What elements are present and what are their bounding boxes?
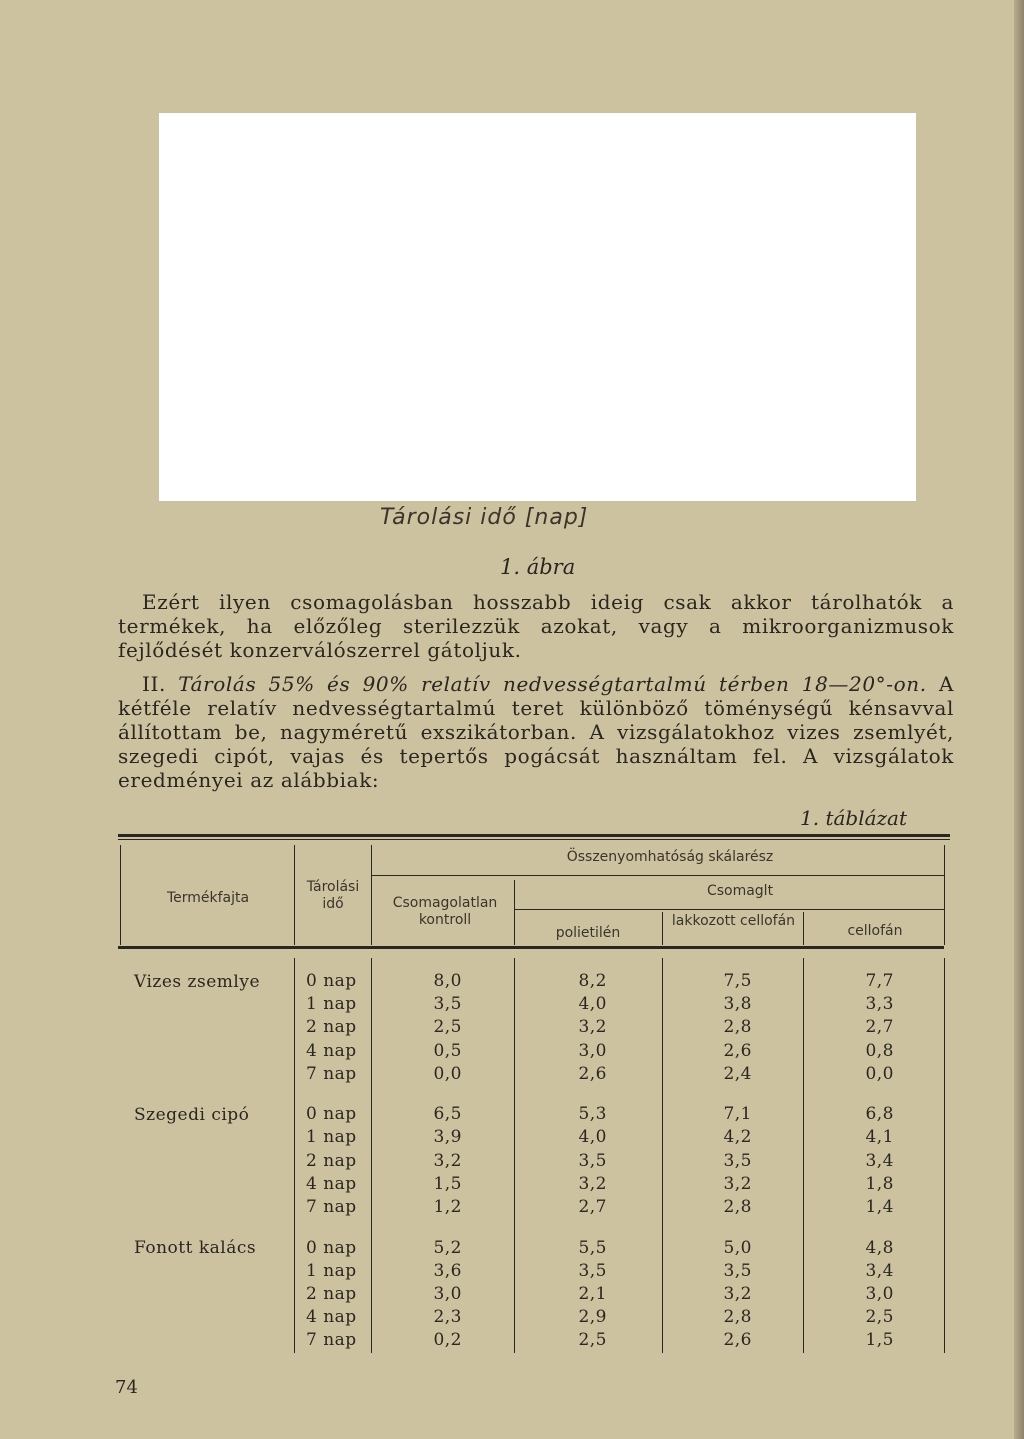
cell-unpacked: 5,2 (433, 1238, 462, 1258)
cell-lacquered: 3,2 (723, 1174, 752, 1194)
cell-cellophane: 0,8 (865, 1041, 894, 1061)
cell-unpacked: 3,5 (433, 994, 462, 1014)
cell-polyethylene: 4,0 (578, 994, 607, 1014)
body-divider (662, 958, 663, 1353)
header-polyethylene: polietilén (555, 925, 621, 941)
product-name: Fonott kalács (134, 1238, 257, 1258)
cell-time: 0 nap (306, 971, 357, 991)
cell-polyethylene: 3,5 (578, 1261, 607, 1281)
cell-polyethylene: 5,5 (578, 1238, 607, 1258)
cell-lacquered: 7,5 (723, 971, 752, 991)
header-unpacked-control: Csomagolatlan kontroll (392, 895, 498, 928)
header-lacquered-cellophane: lakkozott cellofán (671, 913, 796, 929)
header-divider (371, 845, 372, 945)
body-divider (803, 958, 804, 1353)
header-rule (371, 875, 944, 876)
cell-unpacked: 3,2 (433, 1151, 462, 1171)
cell-time: 4 nap (306, 1041, 357, 1061)
page-edge-shadow (1014, 0, 1024, 1439)
cell-time: 1 nap (306, 1127, 357, 1147)
body-divider (294, 958, 295, 1353)
cell-cellophane: 1,4 (865, 1197, 894, 1217)
cell-polyethylene: 5,3 (578, 1104, 607, 1124)
header-cellophane: cellofán (847, 923, 903, 939)
header-divider (294, 845, 295, 945)
cell-time: 2 nap (306, 1284, 357, 1304)
cell-lacquered: 2,8 (723, 1017, 752, 1037)
header-compressibility: Összenyomhatóság skálarész (566, 849, 774, 865)
header-packed: Csomaglt (706, 883, 774, 899)
cell-polyethylene: 2,7 (578, 1197, 607, 1217)
body-text (118, 590, 954, 792)
cell-polyethylene: 3,5 (578, 1151, 607, 1171)
cell-time: 7 nap (306, 1330, 357, 1350)
table-border-right (944, 958, 945, 1353)
figure-caption: 1. ábra (500, 555, 576, 579)
cell-unpacked: 8,0 (433, 971, 462, 991)
cell-lacquered: 7,1 (723, 1104, 752, 1124)
cell-polyethylene: 3,2 (578, 1174, 607, 1194)
cell-cellophane: 3,4 (865, 1151, 894, 1171)
cell-time: 7 nap (306, 1064, 357, 1084)
cell-lacquered: 2,6 (723, 1041, 752, 1061)
cell-cellophane: 3,4 (865, 1261, 894, 1281)
cell-polyethylene: 3,0 (578, 1041, 607, 1061)
cell-polyethylene: 2,6 (578, 1064, 607, 1084)
cell-unpacked: 2,3 (433, 1307, 462, 1327)
table-top-rule-thin (118, 839, 950, 840)
cell-polyethylene: 4,0 (578, 1127, 607, 1147)
header-divider (803, 912, 804, 945)
cell-lacquered: 3,2 (723, 1284, 752, 1304)
cell-unpacked: 2,5 (433, 1017, 462, 1037)
cell-unpacked: 3,0 (433, 1284, 462, 1304)
cell-unpacked: 1,2 (433, 1197, 462, 1217)
table-border-left (120, 845, 121, 945)
cell-lacquered: 5,0 (723, 1238, 752, 1258)
cell-time: 0 nap (306, 1104, 357, 1124)
table-top-rule (118, 834, 950, 837)
cell-polyethylene: 3,2 (578, 1017, 607, 1037)
cell-lacquered: 2,4 (723, 1064, 752, 1084)
cell-lacquered: 3,5 (723, 1261, 752, 1281)
header-storage-time: Tárolási idő (306, 879, 360, 912)
section-heading: Tárolás 55% és 90% relatív nedvességtartalmú térben 18—20°-on. (178, 672, 927, 696)
paragraph-2 (118, 672, 954, 792)
header-rule (514, 909, 944, 910)
cell-cellophane: 4,8 (865, 1238, 894, 1258)
cell-cellophane: 3,3 (865, 994, 894, 1014)
cell-time: 4 nap (306, 1307, 357, 1327)
cell-time: 7 nap (306, 1197, 357, 1217)
cell-lacquered: 2,6 (723, 1330, 752, 1350)
body-divider (371, 958, 372, 1353)
cell-cellophane: 2,7 (865, 1017, 894, 1037)
cell-cellophane: 0,0 (865, 1064, 894, 1084)
cell-unpacked: 1,5 (433, 1174, 462, 1194)
cell-cellophane: 6,8 (865, 1104, 894, 1124)
cell-cellophane: 2,5 (865, 1307, 894, 1327)
header-divider (662, 912, 663, 945)
cell-time: 0 nap (306, 1238, 357, 1258)
table-header-rule (118, 946, 944, 949)
body-divider (514, 958, 515, 1353)
cell-cellophane: 1,5 (865, 1330, 894, 1350)
cell-unpacked: 3,9 (433, 1127, 462, 1147)
cell-lacquered: 4,2 (723, 1127, 752, 1147)
cell-unpacked: 3,6 (433, 1261, 462, 1281)
cell-time: 2 nap (306, 1151, 357, 1171)
cell-unpacked: 0,0 (433, 1064, 462, 1084)
header-divider (514, 880, 515, 945)
figure-placeholder (159, 113, 916, 501)
cell-lacquered: 3,8 (723, 994, 752, 1014)
cell-polyethylene: 2,9 (578, 1307, 607, 1327)
cell-unpacked: 0,2 (433, 1330, 462, 1350)
product-name: Szegedi cipó (134, 1105, 250, 1125)
header-product: Termékfajta (166, 890, 250, 906)
cell-unpacked: 6,5 (433, 1104, 462, 1124)
cell-time: 2 nap (306, 1017, 357, 1037)
cell-cellophane: 3,0 (865, 1284, 894, 1304)
cell-lacquered: 3,5 (723, 1151, 752, 1171)
paragraph-1: Ezért ilyen csomagolásban hosszabb ideig csak akkor tárolhatók a termékek, ha előzőleg sterilezzük azokat, vagy a mikroorganizmusok fejlődését konzerválószerrel gátoljuk. (118, 590, 954, 662)
product-name: Vizes zsemlye (134, 972, 261, 992)
cell-lacquered: 2,8 (723, 1307, 752, 1327)
cell-cellophane: 4,1 (865, 1127, 894, 1147)
table-caption: 1. táblázat (800, 806, 908, 830)
paragraph-2-body: A kétféle relatív nedvességtartalmú teret különböző töménységű kénsavval állítottam be, nagyméretű exszikátorban. A vizsgálatokhoz vizes zsemlyét, szegedi cipót, vajas és tepertős pogácsát használtam fel. A vizsgálatok eredményei az alábbiak: (118, 672, 954, 792)
figure-axis-label: Tárolási idő [nap] (380, 505, 589, 530)
cell-polyethylene: 2,1 (578, 1284, 607, 1304)
cell-polyethylene: 8,2 (578, 971, 607, 991)
cell-time: 1 nap (306, 994, 357, 1014)
cell-cellophane: 1,8 (865, 1174, 894, 1194)
cell-unpacked: 0,5 (433, 1041, 462, 1061)
cell-time: 4 nap (306, 1174, 357, 1194)
cell-cellophane: 7,7 (865, 971, 894, 991)
page-number: 74 (115, 1377, 138, 1398)
cell-lacquered: 2,8 (723, 1197, 752, 1217)
section-number: II. (142, 672, 166, 696)
cell-time: 1 nap (306, 1261, 357, 1281)
table-border-right (944, 845, 945, 945)
cell-polyethylene: 2,5 (578, 1330, 607, 1350)
